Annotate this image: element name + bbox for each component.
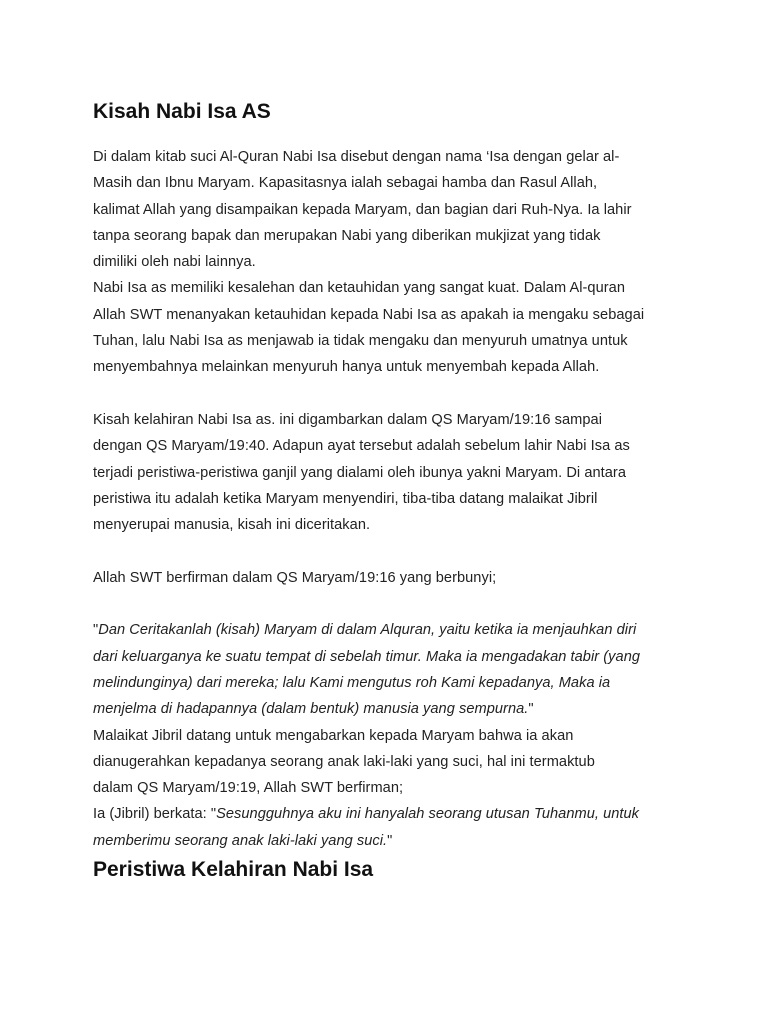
text-line: menyembahnya melainkan menyuruh hanya untuk menyembah kepada Allah. <box>93 359 600 376</box>
quote-close-mark: " <box>528 701 534 718</box>
text-line: Masih dan Ibnu Maryam. Kapasitasnya ialah sebagai hamba dan Rasul Allah, <box>93 175 598 192</box>
quote-line: melindunginya) dari mereka; lalu Kami mengutus roh Kami kepadanya, Maka ia <box>93 674 611 691</box>
text-line: dimiliki oleh nabi lainnya. <box>93 254 256 271</box>
paragraph-kelahiran <box>93 407 673 538</box>
text-line: dengan QS Maryam/19:40. Adapun ayat tersebut adalah sebelum lahir Nabi Isa as <box>93 438 630 455</box>
document-page <box>93 96 673 854</box>
text-line: peristiwa itu adalah ketika Maryam menyendiri, tiba-tiba datang malaikat Jibril <box>93 490 598 507</box>
quote-maryam-16 <box>93 617 673 722</box>
text-line: dalam QS Maryam/19:19, Allah SWT berfirman; <box>93 780 404 797</box>
quote-maryam-19 <box>93 801 673 854</box>
quote-line: memberimu seorang anak laki-laki yang suci. <box>93 832 388 849</box>
text-line: Tuhan, lalu Nabi Isa as menjawab ia tidak mengaku dan menyuruh umatnya untuk <box>93 333 628 350</box>
text-line: Allah SWT menanyakan ketauhidan kepada Nabi Isa as apakah ia mengaku sebagai <box>93 306 645 323</box>
quote-open-mark: " <box>93 622 99 639</box>
text-line: Kisah kelahiran Nabi Isa as. ini digambarkan dalam QS Maryam/19:16 sampai <box>93 411 603 428</box>
paragraph-firman-intro: Allah SWT berfirman dalam QS Maryam/19:16 yang berbunyi; <box>93 569 497 586</box>
text-line: Nabi Isa as memiliki kesalehan dan ketauhidan yang sangat kuat. Dalam Al-quran <box>93 280 626 297</box>
text-line: kalimat Allah yang disampaikan kepada Maryam, dan bagian dari Ruh-Nya. Ia lahir <box>93 201 632 218</box>
quote-line: Dan Ceritakanlah (kisah) Maryam di dalam Alquran, yaitu ketika ia menjauhkan diri <box>98 622 637 639</box>
text-line: tanpa seorang bapak dan merupakan Nabi yang diberikan mukjizat yang tidak <box>93 227 601 244</box>
text-line: dianugerahkan kepadanya seorang anak laki-laki yang suci, hal ini termaktub <box>93 753 595 770</box>
article-title: Kisah Nabi Isa AS <box>93 100 271 123</box>
quote-line: Sesungguhnya aku ini hanyalah seorang utusan Tuhanmu, untuk <box>216 806 640 823</box>
section-title: Peristiwa Kelahiran Nabi Isa <box>93 858 374 881</box>
text-line: terjadi peristiwa-peristiwa ganjil yang dialami oleh ibunya yakni Maryam. Di antara <box>93 464 627 481</box>
text-line: menyerupai manusia, kisah ini diceritakan. <box>93 517 371 534</box>
paragraph-jibril <box>93 723 673 802</box>
quote-close-mark: " <box>387 832 393 849</box>
text-line: Di dalam kitab suci Al-Quran Nabi Isa disebut dengan nama ‘Isa dengan gelar al- <box>93 149 620 165</box>
quote-line: menjelma di hadapannya (dalam bentuk) manusia yang sempurna. <box>93 701 529 718</box>
quote-prefix: Ia (Jibril) berkata: " <box>93 806 217 823</box>
paragraph-tauhid <box>93 275 673 380</box>
paragraph-intro <box>93 144 673 275</box>
quote-line: dari keluarganya ke suatu tempat di sebelah timur. Maka ia mengadakan tabir (yang <box>93 648 641 665</box>
text-line: Malaikat Jibril datang untuk mengabarkan kepada Maryam bahwa ia akan <box>93 727 574 744</box>
